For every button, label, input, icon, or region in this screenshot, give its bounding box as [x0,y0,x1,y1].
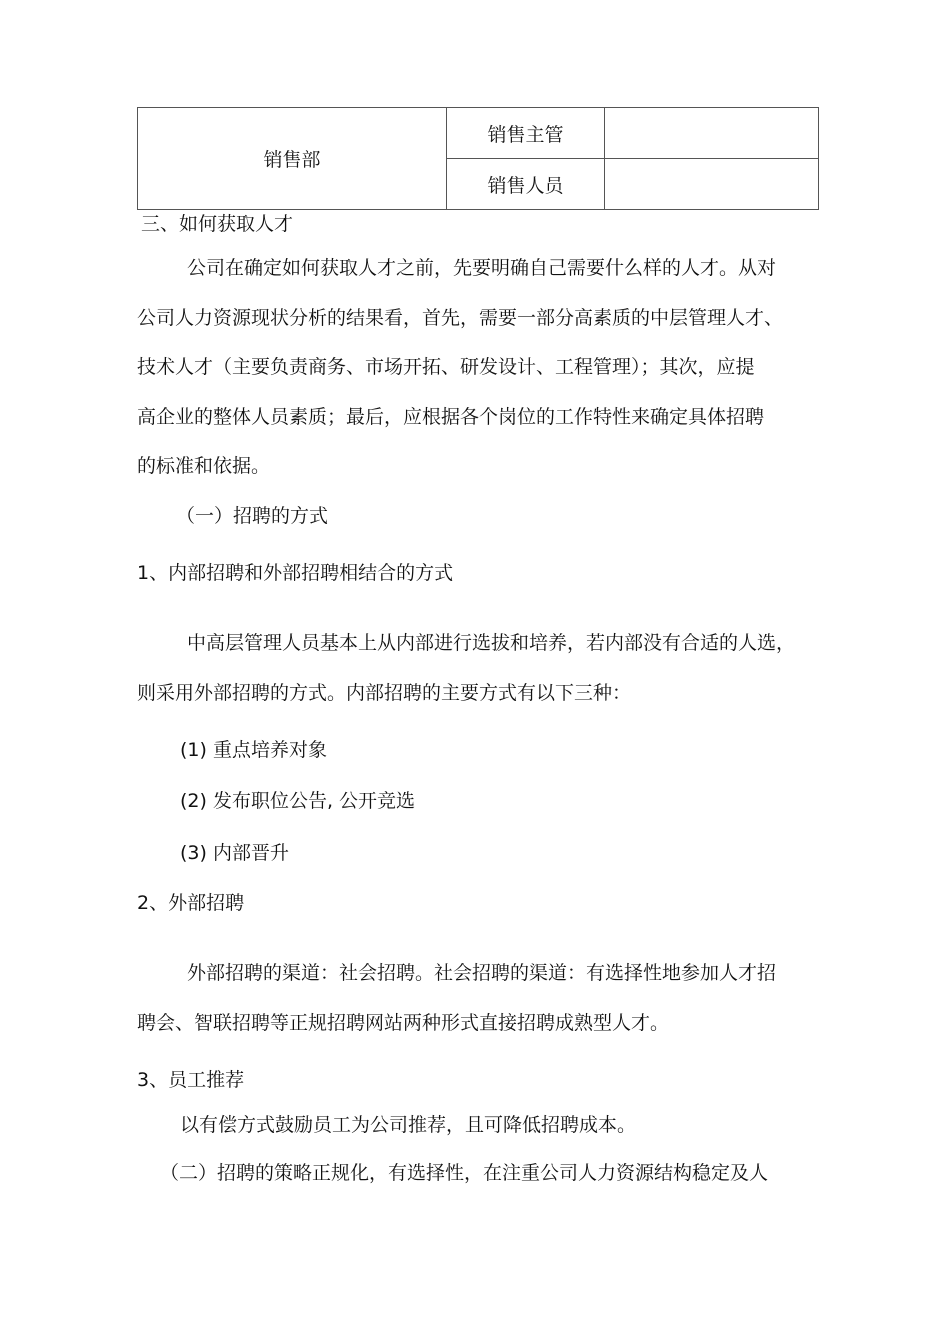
paragraph-line: 则采用外部招聘的方式。内部招聘的主要方式有以下三种： [137,682,632,704]
paragraph-line: 外部招聘的渠道：社会招聘。社会招聘的渠道：有选择性地参加人才招 [187,962,777,984]
staffing-table [137,107,819,210]
paragraph-line: 以有偿方式鼓励员工为公司推荐，且可降低招聘成本。 [180,1114,637,1136]
value-cell [605,159,819,210]
subsection-heading: （二）招聘的策略正规化，有选择性，在注重公司人力资源结构稳定及人 [160,1162,769,1184]
department-cell: 销售部 [138,108,447,210]
paragraph-line: 公司人力资源现状分析的结果看，首先，需要一部分高素质的中层管理人才、 [137,307,784,329]
paragraph-line: 聘会、智联招聘等正规招聘网站两种形式直接招聘成熟型人才。 [137,1012,670,1034]
value-cell [605,108,819,159]
subsection-heading: （一）招聘的方式 [176,505,329,527]
paragraph-line: 中高层管理人员基本上从内部进行选拔和培养，若内部没有合适的人选， [187,632,796,654]
section-heading: 三、如何获取人才 [141,213,294,235]
list-heading: 1、内部招聘和外部招聘相结合的方式 [137,562,454,584]
list-heading: 3、员工推荐 [137,1069,245,1091]
paragraph-line: 高企业的整体人员素质；最后，应根据各个岗位的工作特性来确定具体招聘 [137,406,765,428]
paragraph-line: 公司在确定如何获取人才之前，先要明确自己需要什么样的人才。从对 [187,257,777,279]
position-cell: 销售主管 [447,108,605,159]
paragraph-line: 的标准和依据。 [137,455,271,477]
list-item: (3) 内部晋升 [180,842,289,864]
position-cell: 销售人员 [447,159,605,210]
list-item: (2) 发布职位公告, 公开竞选 [180,790,416,812]
paragraph-line: 技术人才（主要负责商务、市场开拓、研发设计、工程管理）；其次，应提 [137,356,755,378]
table-row [138,108,819,159]
list-heading: 2、外部招聘 [137,892,245,914]
list-item: (1) 重点培养对象 [180,739,327,761]
